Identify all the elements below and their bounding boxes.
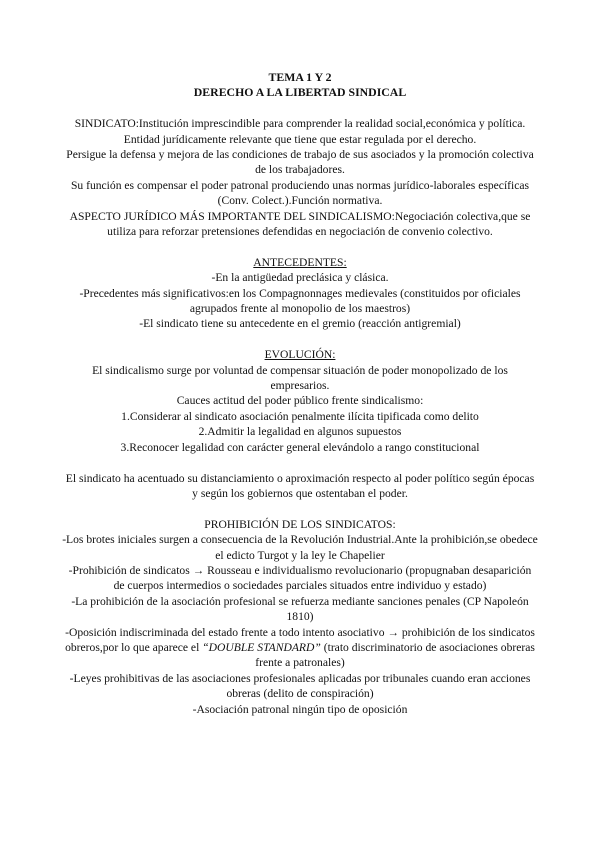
evolucion-section [62,347,538,501]
document-title [62,70,538,101]
intro-paragraph: Entidad jurídicamente relevante que tiene que estar regulada por el derecho. [123,132,477,146]
evolucion-item: El sindicalismo surge por voluntad de compensar situación de poder monopolizado de los empresarios. [92,363,508,393]
prohibicion-section [62,517,538,717]
prohibicion-item: -Leyes prohibitivas de las asociaciones profesionales aplicadas por tribunales cuando eran acciones obreras (delito de conspiración) [69,671,531,701]
antecedentes-section [62,255,538,332]
title-line-1: TEMA 1 Y 2 [268,70,332,84]
document-page [62,70,538,717]
intro-paragraph: Su función es compensar el poder patronal produciendo unas normas jurídico-laborales específicas (Conv. Colect.).Función normativa. [70,178,530,208]
prohibicion-item-text: -Oposición indiscriminada del estado frente a todo intento asociativo → prohibición de los sindicatos obreros,por lo que aparece el [65,625,535,654]
intro-section [62,116,538,239]
prohibicion-item: -Asociación patronal ningún tipo de oposición [192,702,408,716]
prohibicion-item: -Prohibición de sindicatos → Rousseau e individualismo revolucionario (propugnaban desaparición de cuerpos intermedios o sociedades parciales situados entre individuo y estado) [68,563,532,593]
antecedentes-item: -El sindicato tiene su antecedente en el gremio (reacción antigremial) [139,317,461,331]
evolucion-closing: El sindicato ha acentuado su distanciamiento o aproximación respecto al poder político según épocas y según los gobiernos que ostentaban el poder. [65,471,535,500]
prohibicion-heading: PROHIBICIÓN DE LOS SINDICATOS: [204,517,396,531]
evolucion-heading: EVOLUCIÓN: [264,348,336,362]
antecedentes-heading: ANTECEDENTES: [253,255,347,269]
prohibicion-item: -Los brotes iniciales surgen a consecuencia de la Revolución Industrial.Ante la prohibición,se obedece el edicto Turgot y la ley le Chapelier [62,533,538,562]
double-standard-term: “DOUBLE STANDARD” [202,640,321,654]
prohibicion-item [62,625,538,671]
antecedentes-item: -En la antigüedad preclásica y clásica. [211,271,389,285]
evolucion-item: Cauces actitud del poder público frente sindicalismo: [176,394,424,408]
prohibicion-item-text: (trato discriminatorio de asociaciones obreras frente a patronales) [255,640,535,670]
antecedentes-item: -Precedentes más significativos:en los Compagnonnages medievales (constituidos por oficiales agrupados frente al monopolio de los maestros) [79,286,521,316]
title-line-2: DERECHO A LA LIBERTAD SINDICAL [193,85,407,100]
evolucion-item: 2.Admitir la legalidad en algunos supuestos [198,425,402,439]
evolucion-item: 1.Considerar al sindicato asociación penalmente ilícita tipificada como delito [121,409,479,423]
intro-paragraph: SINDICATO:Institución imprescindible para comprender la realidad social,económica y política. [74,117,526,131]
evolucion-item: 3.Reconocer legalidad con carácter general elevándolo a rango constitucional [120,440,480,454]
intro-paragraph: Persigue la defensa y mejora de las condiciones de trabajo de sus asociados y la promoción colectiva de los trabajadores. [66,148,534,177]
intro-paragraph: ASPECTO JURÍDICO MÁS IMPORTANTE DEL SINDICALISMO:Negociación colectiva,que se utiliza para reforzar pretensiones defendidas en negociación de convenio colectivo. [69,209,531,239]
prohibicion-item: -La prohibición de la asociación profesional se refuerza mediante sanciones penales (CP Napoleón 1810) [71,594,529,624]
